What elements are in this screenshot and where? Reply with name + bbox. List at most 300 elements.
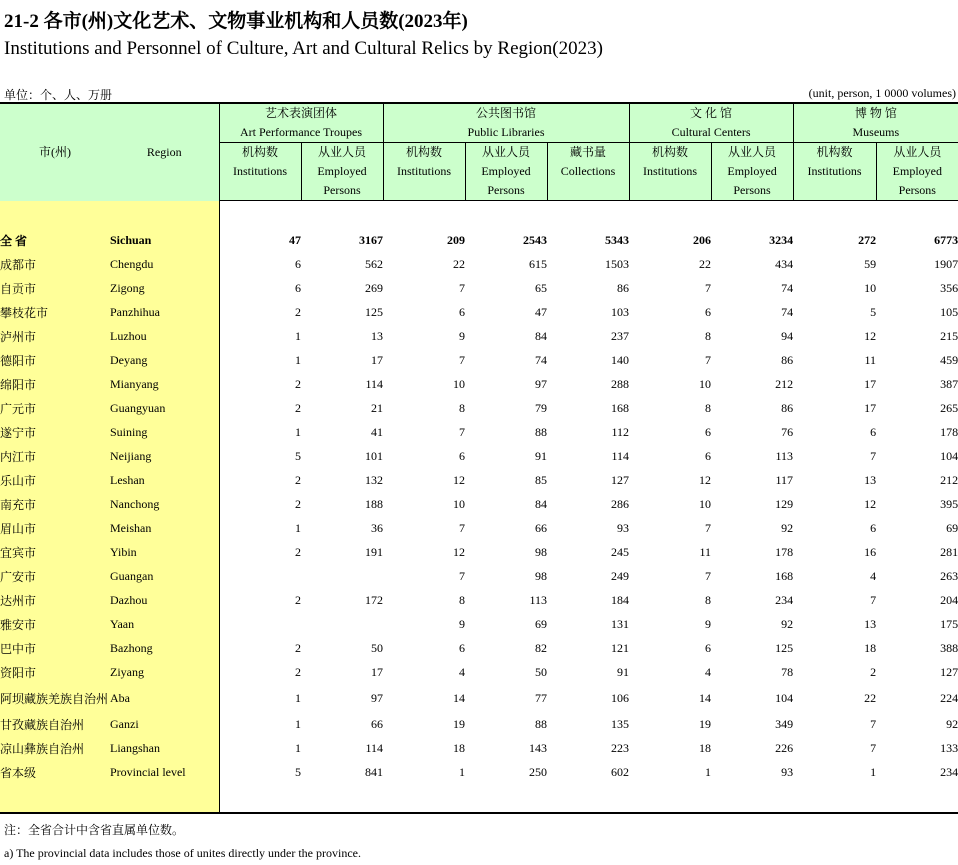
- column-header-cn: 从业人员: [318, 145, 367, 159]
- value-cell: 86: [781, 353, 794, 367]
- table-row: [0, 421, 958, 445]
- value-cell: 10: [453, 377, 466, 391]
- value-cell: 92: [946, 717, 958, 731]
- region-name-en: Liangshan: [110, 737, 219, 761]
- region-en-header: Region: [110, 103, 219, 201]
- region-name-en: Leshan: [110, 469, 219, 493]
- value-cell: 7: [459, 281, 466, 295]
- column-header-cn: 从业人员: [893, 145, 942, 159]
- end-cell: [110, 785, 219, 813]
- table-row: [0, 445, 958, 469]
- value-cell: 388: [940, 641, 958, 655]
- table-row: [0, 325, 958, 349]
- region-name-cn: 达州市: [0, 589, 110, 613]
- value-cell: 7: [705, 569, 712, 583]
- value-cell: 234: [775, 593, 794, 607]
- region-name-cn: 泸州市: [0, 325, 110, 349]
- value-cell: 224: [940, 691, 958, 705]
- value-cell: 212: [940, 473, 958, 487]
- value-cell: 6: [705, 425, 712, 439]
- value-cell: 76: [781, 425, 794, 439]
- value-cell: 22: [864, 691, 877, 705]
- value-cell: 47: [535, 305, 548, 319]
- spacer-cell: [219, 201, 958, 229]
- value-cell: 7: [870, 593, 877, 607]
- region-name-cn: 攀枝花市: [0, 301, 110, 325]
- value-cell: 143: [529, 741, 548, 755]
- column-header-en1: Institutions: [807, 164, 862, 178]
- value-cell: 172: [365, 593, 384, 607]
- value-cell: 1: [295, 353, 301, 367]
- value-cell: 269: [365, 281, 384, 295]
- region-name-en: Guangyuan: [110, 397, 219, 421]
- value-cell: 212: [775, 377, 794, 391]
- column-header-cn: 机构数: [652, 145, 689, 159]
- value-cell: 1: [705, 765, 712, 779]
- region-name-en: Sichuan: [110, 229, 219, 253]
- group-header-libraries: [383, 103, 629, 143]
- value-cell: 349: [775, 717, 794, 731]
- value-cell: 74: [781, 281, 794, 295]
- value-cell: [219, 565, 301, 589]
- table-row: [0, 589, 958, 613]
- value-cell: 84: [535, 497, 548, 511]
- value-cell: 10: [699, 377, 712, 391]
- value-cell: 2: [295, 545, 301, 559]
- value-cell: 13: [371, 329, 384, 343]
- value-cell: 6: [295, 257, 301, 271]
- value-cell: 234: [940, 765, 958, 779]
- value-cell: 7: [459, 353, 466, 367]
- value-cell: 103: [611, 305, 630, 319]
- value-cell: 3167: [359, 233, 384, 247]
- value-cell: 2: [870, 665, 877, 679]
- value-cell: 13: [864, 617, 877, 631]
- value-cell: 8: [459, 401, 466, 415]
- value-cell: 209: [447, 233, 466, 247]
- column-header-en2: Persons: [733, 183, 771, 197]
- value-cell: 14: [699, 691, 712, 705]
- region-name-cn: 省本级: [0, 761, 110, 785]
- value-cell: 77: [535, 691, 548, 705]
- value-cell: 188: [365, 497, 384, 511]
- column-header: [629, 143, 711, 201]
- region-name-cn: 全 省: [0, 229, 110, 253]
- value-cell: 2: [295, 593, 301, 607]
- value-cell: 1: [295, 717, 301, 731]
- value-cell: 263: [940, 569, 958, 583]
- value-cell: 86: [781, 401, 794, 415]
- value-cell: [301, 613, 383, 637]
- value-cell: 16: [864, 545, 877, 559]
- value-cell: [219, 613, 301, 637]
- column-header-cn: 藏书量: [570, 145, 607, 159]
- value-cell: 12: [864, 329, 877, 343]
- value-cell: 127: [611, 473, 630, 487]
- column-header: [547, 143, 629, 201]
- group-header-en: Art Performance Troupes: [240, 125, 362, 139]
- value-cell: 74: [535, 353, 548, 367]
- value-cell: 12: [699, 473, 712, 487]
- group-header-cn: 艺术表演团体: [265, 106, 338, 120]
- column-header-en2: Persons: [323, 183, 361, 197]
- value-cell: 7: [870, 717, 877, 731]
- value-cell: 2: [295, 497, 301, 511]
- value-cell: 129: [775, 497, 794, 511]
- region-name-en: Zigong: [110, 277, 219, 301]
- value-cell: 1: [295, 741, 301, 755]
- value-cell: 131: [611, 617, 630, 631]
- value-cell: 7: [870, 449, 877, 463]
- value-cell: 2: [295, 401, 301, 415]
- value-cell: 6: [295, 281, 301, 295]
- column-header: [219, 143, 301, 201]
- region-name-cn: 阿坝藏族羌族自治州: [0, 685, 110, 713]
- value-cell: 17: [371, 353, 384, 367]
- value-cell: 113: [529, 593, 548, 607]
- region-name-en: Ganzi: [110, 713, 219, 737]
- value-cell: 9: [705, 617, 712, 631]
- value-cell: 135: [611, 717, 630, 731]
- value-cell: 91: [617, 665, 630, 679]
- value-cell: 14: [453, 691, 466, 705]
- value-cell: 94: [781, 329, 794, 343]
- unit-label-en: (unit, person, 1 0000 volumes): [808, 86, 956, 100]
- column-header-en2: [548, 181, 629, 200]
- table-body: [0, 201, 958, 813]
- value-cell: 8: [459, 593, 466, 607]
- value-cell: 1: [295, 425, 301, 439]
- value-cell: 2: [295, 665, 301, 679]
- value-cell: 88: [535, 425, 548, 439]
- value-cell: 281: [940, 545, 958, 559]
- column-header-en2: Persons: [898, 183, 936, 197]
- end-cell: [219, 785, 958, 813]
- table-row: [0, 685, 958, 713]
- region-name-cn: 成都市: [0, 253, 110, 277]
- column-header-en1: Institutions: [397, 164, 452, 178]
- value-cell: 17: [864, 401, 877, 415]
- column-header-cn: 机构数: [816, 145, 853, 159]
- column-header: [383, 143, 465, 201]
- table-row: [0, 349, 958, 373]
- value-cell: 168: [775, 569, 794, 583]
- value-cell: 121: [611, 641, 630, 655]
- value-cell: 6: [705, 449, 712, 463]
- value-cell: 184: [611, 593, 630, 607]
- table-row: [0, 737, 958, 761]
- column-header-en2: [794, 181, 876, 200]
- value-cell: 10: [699, 497, 712, 511]
- region-name-en: Yaan: [110, 613, 219, 637]
- value-cell: 19: [453, 717, 466, 731]
- value-cell: 17: [371, 665, 384, 679]
- column-header: [465, 143, 547, 201]
- footnote-cn: 注：全省合计中含省直属单位数。: [4, 823, 185, 837]
- column-header: [876, 143, 958, 201]
- table-row: [0, 661, 958, 685]
- value-cell: 562: [365, 257, 384, 271]
- region-name-cn: 广安市: [0, 565, 110, 589]
- value-cell: 17: [864, 377, 877, 391]
- value-cell: 178: [775, 545, 794, 559]
- end-cell: [0, 785, 110, 813]
- value-cell: 7: [459, 569, 466, 583]
- value-cell: 215: [940, 329, 958, 343]
- value-cell: 4: [870, 569, 877, 583]
- spacer-row: [0, 201, 958, 229]
- value-cell: 50: [535, 665, 548, 679]
- value-cell: 22: [699, 257, 712, 271]
- table-row: [0, 541, 958, 565]
- region-name-cn: 南充市: [0, 493, 110, 517]
- column-header-cn: 从业人员: [728, 145, 777, 159]
- region-name-cn: 眉山市: [0, 517, 110, 541]
- table-row: [0, 517, 958, 541]
- value-cell: 245: [611, 545, 630, 559]
- table-row: [0, 761, 958, 785]
- region-name-en: Nanchong: [110, 493, 219, 517]
- value-cell: 5: [295, 765, 301, 779]
- value-cell: 82: [535, 641, 548, 655]
- value-cell: 97: [535, 377, 548, 391]
- column-header-en1: Employed: [727, 164, 777, 178]
- value-cell: 2: [295, 641, 301, 655]
- table-row: [0, 373, 958, 397]
- value-cell: 2: [295, 377, 301, 391]
- value-cell: 3234: [769, 233, 794, 247]
- value-cell: 206: [693, 233, 712, 247]
- value-cell: 92: [781, 617, 794, 631]
- column-header-en2: [384, 181, 465, 200]
- value-cell: 105: [940, 305, 958, 319]
- value-cell: 6: [705, 641, 712, 655]
- group-header-museums: [793, 103, 958, 143]
- unit-label-cn: 单位：个、人、万册: [4, 88, 113, 102]
- region-name-cn: 凉山彝族自治州: [0, 737, 110, 761]
- value-cell: 2: [295, 305, 301, 319]
- table-title-cn: 21-2 各市(州)文化艺术、文物事业机构和人员数(2023年): [4, 11, 468, 32]
- region-name-en: Dazhou: [110, 589, 219, 613]
- value-cell: 84: [535, 329, 548, 343]
- value-cell: 78: [781, 665, 794, 679]
- column-header-en2: Persons: [487, 183, 525, 197]
- value-cell: 74: [781, 305, 794, 319]
- value-cell: 288: [611, 377, 630, 391]
- column-header-en1: Collections: [560, 164, 616, 178]
- table-row: [0, 469, 958, 493]
- column-header-en2: [220, 181, 301, 200]
- group-header-en: Cultural Centers: [671, 125, 751, 139]
- footnote-en: a) The provincial data includes those of unites directly under the province.: [4, 846, 361, 860]
- column-header: [301, 143, 383, 201]
- value-cell: 8: [705, 401, 712, 415]
- value-cell: 132: [365, 473, 384, 487]
- value-cell: 50: [371, 641, 384, 655]
- value-cell: 117: [775, 473, 794, 487]
- value-cell: 395: [940, 497, 958, 511]
- value-cell: 459: [940, 353, 958, 367]
- value-cell: 11: [699, 545, 712, 559]
- region-cn-header: 市(州): [0, 103, 110, 201]
- column-header-cn: 机构数: [406, 145, 443, 159]
- value-cell: 69: [535, 617, 548, 631]
- value-cell: 6: [705, 305, 712, 319]
- value-cell: 1: [295, 329, 301, 343]
- value-cell: 7: [459, 521, 466, 535]
- table-row: [0, 637, 958, 661]
- table-row: [0, 397, 958, 421]
- value-cell: 19: [699, 717, 712, 731]
- value-cell: 4: [705, 665, 712, 679]
- region-name-en: Luzhou: [110, 325, 219, 349]
- value-cell: 98: [535, 545, 548, 559]
- value-cell: 18: [864, 641, 877, 655]
- value-cell: 387: [940, 377, 958, 391]
- region-name-en: Chengdu: [110, 253, 219, 277]
- value-cell: 5: [870, 305, 877, 319]
- column-header-en1: Institutions: [643, 164, 698, 178]
- column-header-cn: 从业人员: [482, 145, 531, 159]
- value-cell: 1: [870, 765, 877, 779]
- region-name-en: Meishan: [110, 517, 219, 541]
- region-name-en: Aba: [110, 685, 219, 713]
- value-cell: 93: [617, 521, 630, 535]
- value-cell: 265: [940, 401, 958, 415]
- column-header-en2: [630, 181, 711, 200]
- region-name-en: Bazhong: [110, 637, 219, 661]
- value-cell: 133: [940, 741, 958, 755]
- region-name-cn: 内江市: [0, 445, 110, 469]
- value-cell: 12: [453, 545, 466, 559]
- value-cell: 65: [535, 281, 548, 295]
- value-cell: 250: [529, 765, 548, 779]
- group-header-en: Museums: [852, 125, 900, 139]
- value-cell: 6: [870, 425, 877, 439]
- table-row: [0, 493, 958, 517]
- value-cell: 66: [371, 717, 384, 731]
- value-cell: 18: [453, 741, 466, 755]
- value-cell: 615: [529, 257, 548, 271]
- value-cell: 85: [535, 473, 548, 487]
- value-cell: 125: [365, 305, 384, 319]
- value-cell: 86: [617, 281, 630, 295]
- group-header-cn: 公共图书馆: [476, 106, 537, 120]
- table-row: [0, 613, 958, 637]
- table-row: [0, 277, 958, 301]
- value-cell: 223: [611, 741, 630, 755]
- value-cell: 5: [295, 449, 301, 463]
- value-cell: 6773: [934, 233, 958, 247]
- value-cell: 125: [775, 641, 794, 655]
- value-cell: 91: [535, 449, 548, 463]
- region-name-en: Yibin: [110, 541, 219, 565]
- value-cell: 1: [295, 691, 301, 705]
- value-cell: 4: [459, 665, 466, 679]
- region-name-cn: 巴中市: [0, 637, 110, 661]
- value-cell: 10: [864, 281, 877, 295]
- table-end-row: [0, 785, 958, 813]
- value-cell: 249: [611, 569, 630, 583]
- region-name-en: Provincial level: [110, 761, 219, 785]
- column-header-en1: Employed: [317, 164, 367, 178]
- value-cell: 11: [864, 353, 877, 367]
- value-cell: 286: [611, 497, 630, 511]
- value-cell: 36: [371, 521, 384, 535]
- spacer-cell: [110, 201, 219, 229]
- region-name-cn: 乐山市: [0, 469, 110, 493]
- value-cell: 114: [611, 449, 630, 463]
- value-cell: 41: [371, 425, 384, 439]
- value-cell: 113: [775, 449, 794, 463]
- value-cell: 140: [611, 353, 630, 367]
- group-header-en: Public Libraries: [467, 125, 545, 139]
- value-cell: 12: [864, 497, 877, 511]
- value-cell: 92: [781, 521, 794, 535]
- group-header-troupes: [219, 103, 383, 143]
- value-cell: 6: [459, 641, 466, 655]
- value-cell: 112: [611, 425, 630, 439]
- region-name-cn: 德阳市: [0, 349, 110, 373]
- value-cell: 7: [705, 353, 712, 367]
- value-cell: 602: [611, 765, 630, 779]
- value-cell: 79: [535, 401, 548, 415]
- value-cell: 6: [459, 449, 466, 463]
- column-header-en1: Institutions: [232, 164, 287, 178]
- table-row: [0, 229, 958, 253]
- value-cell: 104: [940, 449, 958, 463]
- table-row: [0, 253, 958, 277]
- region-name-en: Mianyang: [110, 373, 219, 397]
- value-cell: 88: [535, 717, 548, 731]
- value-cell: 114: [365, 377, 384, 391]
- value-cell: 101: [365, 449, 384, 463]
- value-cell: 22: [453, 257, 466, 271]
- value-cell: 434: [775, 257, 794, 271]
- statistics-table: [0, 102, 958, 814]
- region-name-en: Ziyang: [110, 661, 219, 685]
- value-cell: 204: [940, 593, 958, 607]
- group-header-cn: 博 物 馆: [854, 106, 897, 120]
- value-cell: 8: [705, 593, 712, 607]
- value-cell: 7: [705, 281, 712, 295]
- table-row: [0, 565, 958, 589]
- region-name-cn: 遂宁市: [0, 421, 110, 445]
- value-cell: 272: [858, 233, 877, 247]
- value-cell: 97: [371, 691, 384, 705]
- column-header: [793, 143, 876, 201]
- value-cell: 10: [453, 497, 466, 511]
- value-cell: 841: [365, 765, 384, 779]
- value-cell: 178: [940, 425, 958, 439]
- value-cell: 12: [453, 473, 466, 487]
- region-name-en: Suining: [110, 421, 219, 445]
- region-name-cn: 宜宾市: [0, 541, 110, 565]
- region-name-en: Neijiang: [110, 445, 219, 469]
- region-name-cn: 绵阳市: [0, 373, 110, 397]
- value-cell: 226: [775, 741, 794, 755]
- column-header-en1: Employed: [481, 164, 531, 178]
- group-header-cn: 文 化 馆: [690, 106, 733, 120]
- value-cell: 59: [864, 257, 877, 271]
- value-cell: 104: [775, 691, 794, 705]
- spacer-cell: [0, 201, 110, 229]
- column-header-cn: 机构数: [241, 145, 278, 159]
- value-cell: 98: [535, 569, 548, 583]
- value-cell: 2543: [523, 233, 548, 247]
- region-name-cn: 自贡市: [0, 277, 110, 301]
- value-cell: 8: [705, 329, 712, 343]
